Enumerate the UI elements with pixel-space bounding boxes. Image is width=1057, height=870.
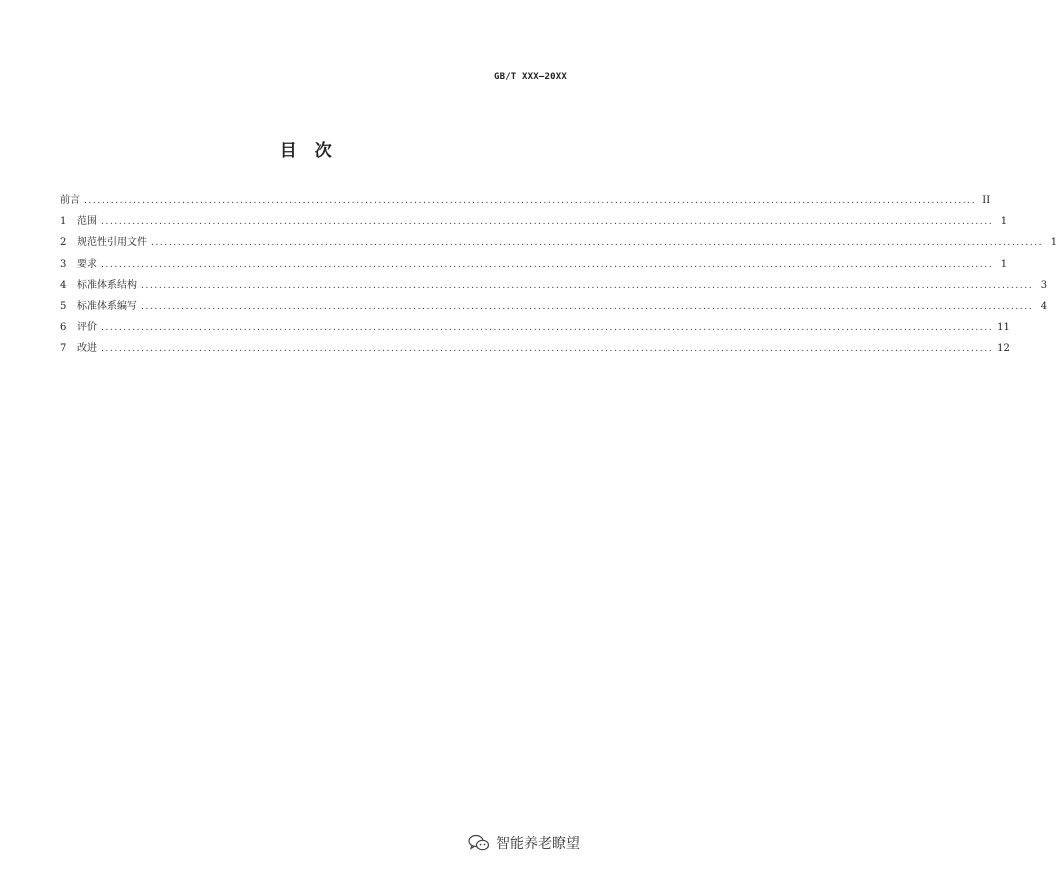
toc-leader-dots: ........................................................................................................................................................................................................: [101, 344, 994, 355]
toc-entry-number: 1: [60, 216, 67, 228]
toc-entry[interactable]: [60, 212, 1008, 233]
toc-entry-number: 4: [60, 279, 67, 291]
toc-leader-dots: ........................................................................................................................................................................................................: [101, 259, 994, 270]
standard-number: GB/T XXX—20XX: [493, 72, 567, 82]
toc-entry-number: 6: [60, 322, 67, 334]
toc-entry[interactable]: [60, 276, 1048, 297]
toc-leader-dots: ........................................................................................................................................................................................................: [141, 301, 1034, 312]
toc-entry-label: 改进: [77, 343, 97, 355]
toc-leader-dots: ........................................................................................................................................................................................................: [101, 217, 994, 228]
toc-leader-dots: ........................................................................................................................................................................................................: [141, 280, 1034, 291]
toc-entry-label: 评价: [77, 322, 97, 334]
toc-entry-page: II: [982, 195, 991, 206]
toc-entry-number: 5: [60, 300, 67, 312]
toc-entry-label: 规范性引用文件: [77, 237, 147, 249]
toc-leader-dots: ........................................................................................................................................................................................................: [101, 323, 994, 334]
toc-entry-number: 7: [60, 343, 67, 355]
toc-entry[interactable]: [60, 297, 1048, 318]
toc-entry[interactable]: [60, 255, 1008, 276]
table-of-contents: [60, 191, 1057, 361]
toc-entry-label: 前言: [60, 195, 80, 206]
toc-entry-label: 范围: [77, 216, 97, 228]
toc-entry-page: 1: [1000, 216, 1008, 228]
wechat-icon: [468, 834, 490, 852]
toc-leader-dots: ........................................................................................................................................................................................................: [84, 196, 977, 206]
toc-entry-page: 4: [1040, 300, 1048, 312]
toc-entry-page: 1: [1000, 258, 1008, 270]
toc-entry[interactable]: [60, 191, 991, 212]
watermark-text: 智能养老瞭望: [496, 836, 580, 852]
toc-entry-label: 要求: [77, 258, 97, 270]
toc-entry[interactable]: [60, 233, 1057, 254]
toc-entry[interactable]: [60, 318, 1010, 339]
toc-entry-label: 标准体系编写: [77, 300, 137, 312]
page-title: 目 次: [279, 141, 333, 161]
toc-entry-page: 1: [1050, 237, 1057, 249]
toc-entry-label: 标准体系结构: [77, 279, 137, 291]
toc-entry-number: 2: [60, 237, 67, 249]
toc-leader-dots: ........................................................................................................................................................................................................: [151, 238, 1044, 249]
toc-entry-number: 3: [60, 258, 67, 270]
toc-entry-page: 11: [997, 322, 1010, 334]
toc-entry-page: 3: [1040, 279, 1048, 291]
toc-entry-page: 12: [997, 343, 1010, 355]
toc-entry[interactable]: [60, 339, 1010, 360]
watermark: [468, 833, 580, 853]
